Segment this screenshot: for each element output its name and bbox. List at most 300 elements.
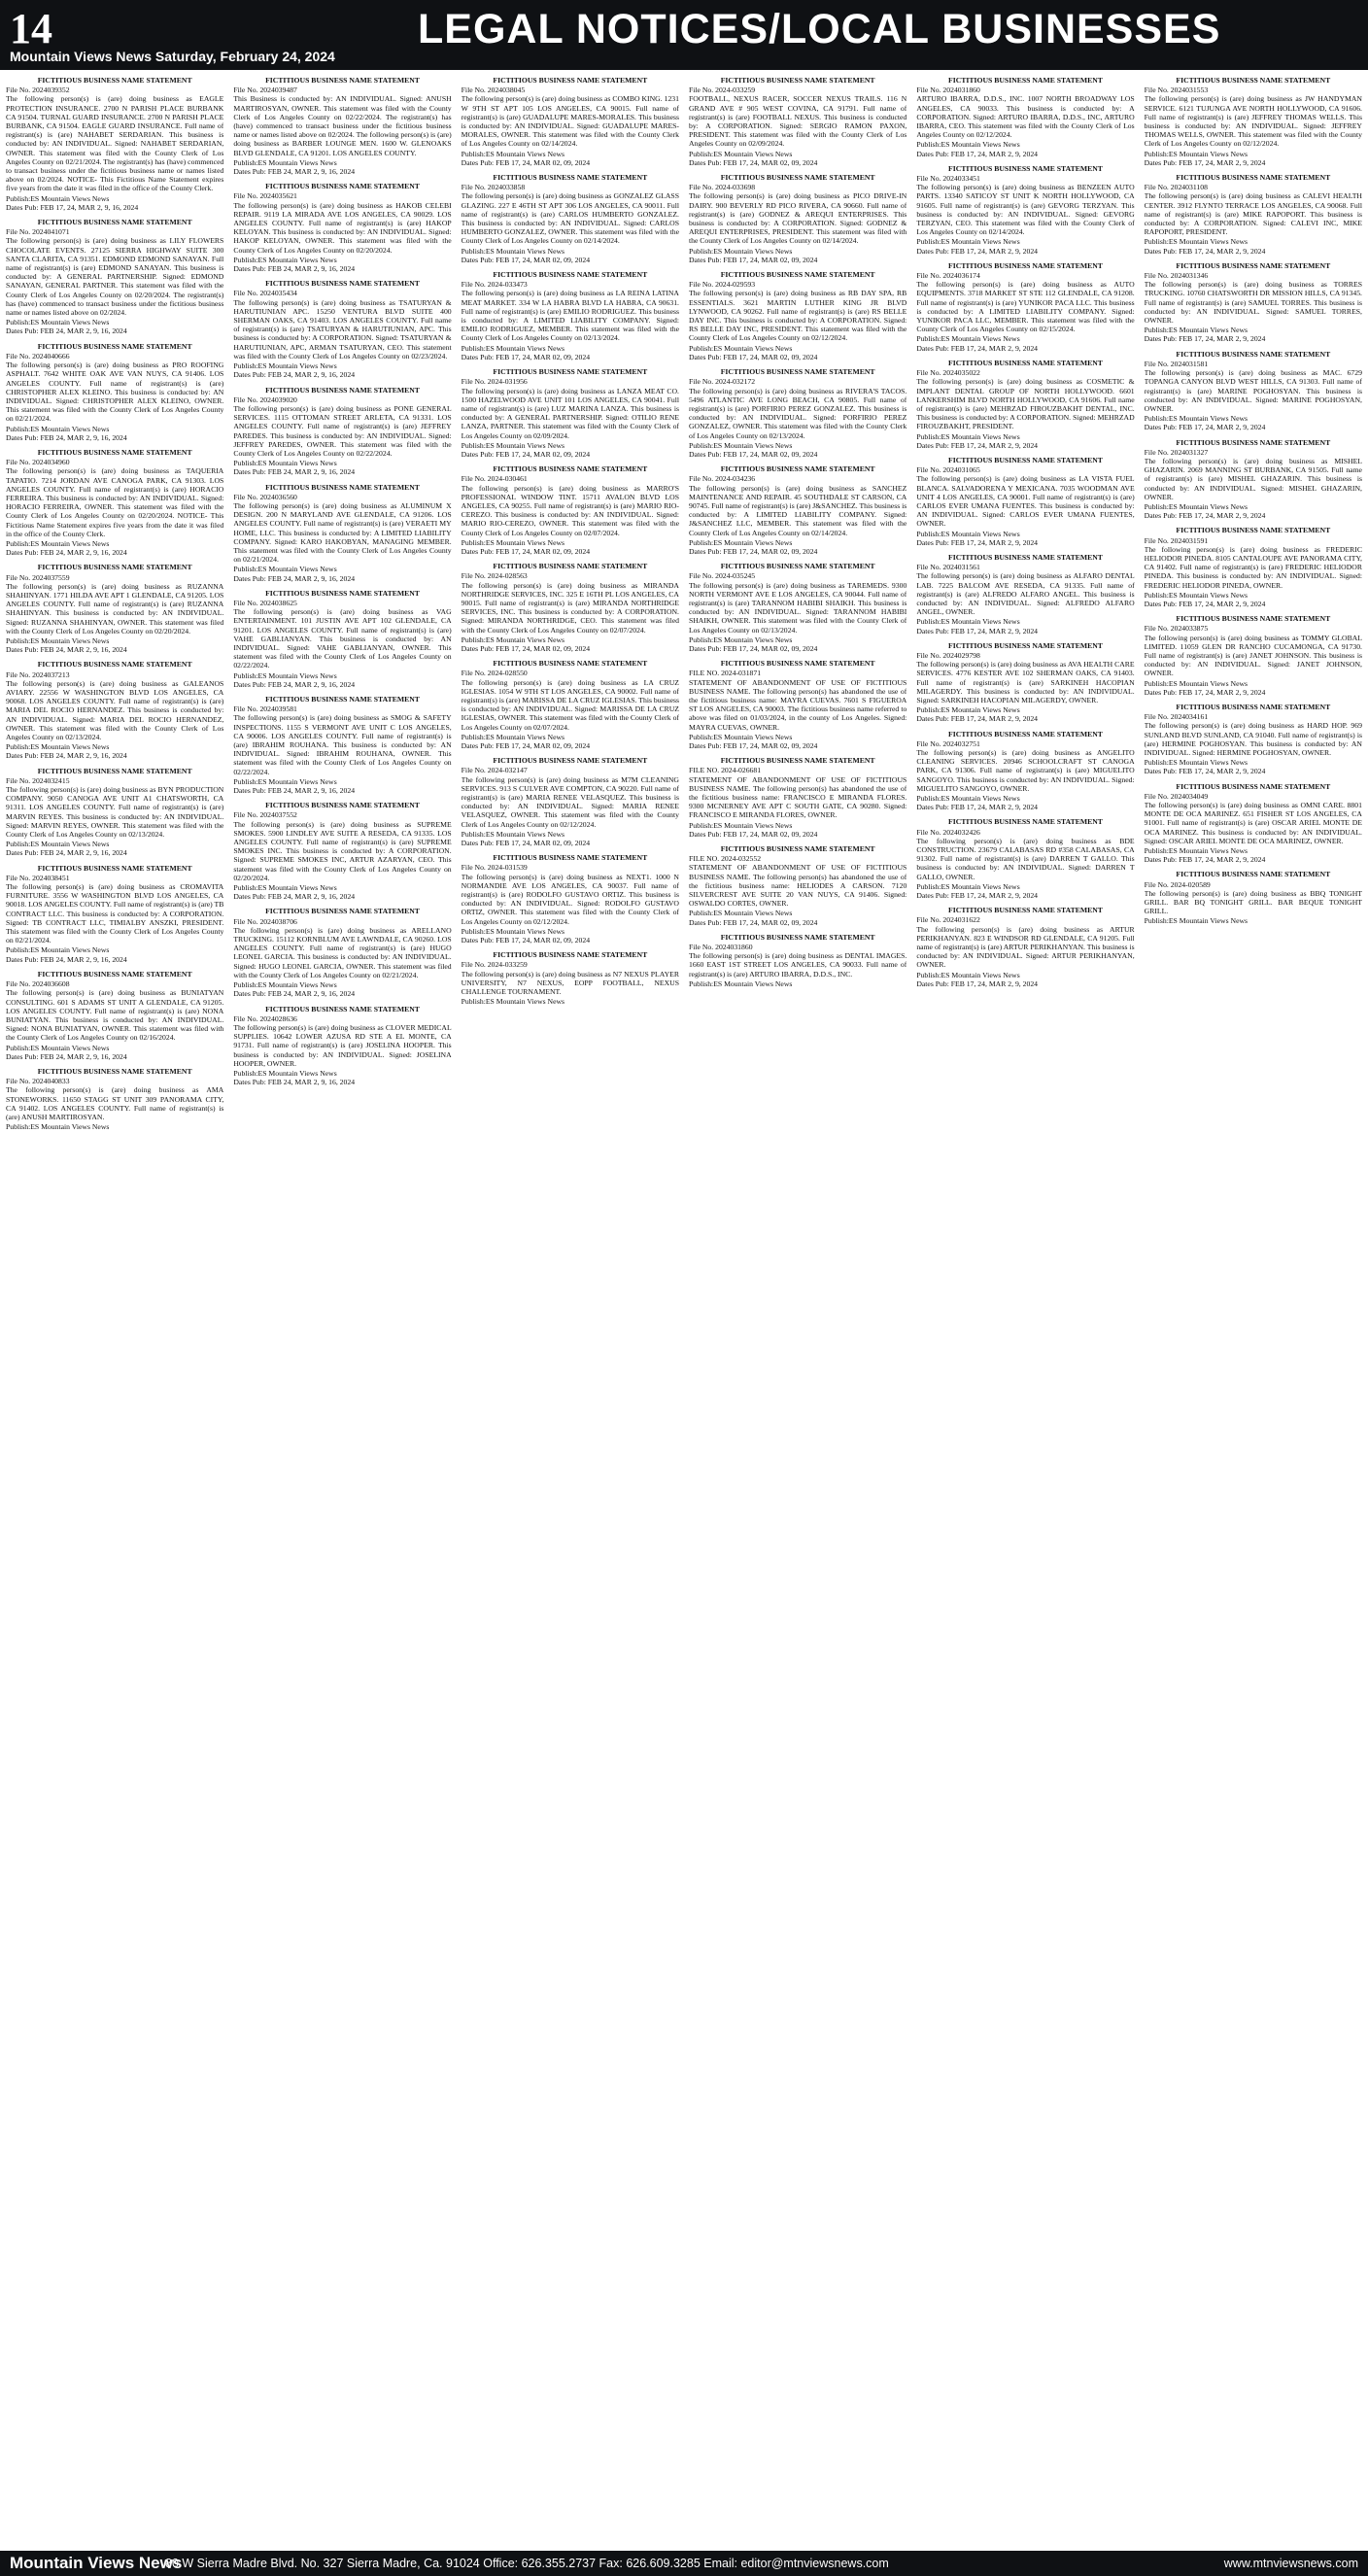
notice-column <box>916 76 1134 2549</box>
notice-publish-line: Publish:ES Mountain Views News <box>1144 149 1248 158</box>
legal-notice <box>689 659 906 750</box>
notice-dates: Dates Pub: FEB 17, 24, MAR 2, 9, 2024 <box>1144 855 1266 865</box>
notice-dates: Dates Pub: FEB 17, 24, MAR 2, 9, 2024 <box>1144 599 1266 608</box>
legal-notice <box>1145 173 1362 256</box>
legal-notice <box>689 76 906 167</box>
legal-notice <box>689 464 906 556</box>
legal-notice <box>1145 870 1362 925</box>
notice-publish-line: Publish:ES Mountain Views News <box>916 705 1020 715</box>
notice-publish-line: Publish:ES Mountain Views News <box>461 343 565 353</box>
notice-publish-line: Publish:ES Mountain Views News <box>688 343 793 353</box>
notice-file-number: File No. 2024037559 <box>6 572 70 582</box>
notice-file-number: File No. 2024036174 <box>916 271 980 281</box>
notice-publish-line: Publish:ES Mountain Views News <box>6 945 110 955</box>
notice-publish-line: Publish:ES Mountain Views News <box>461 440 565 450</box>
notice-file-number: File No. 2024-020589 <box>1144 879 1211 889</box>
notice-body: The following person(s) is (are) doing business as CALEVI HEALTH CENTER. 3912 FLYNTO TERRACE LOS ANGELES, CA 90068. Full name of registrant(s) is (are) MIKE RAPOPORT. This business is conducted by: A CORPORATION. Signed: CALEVI INC, MIKE RAPOPORT, PRESIDENT. <box>1144 191 1362 237</box>
notice-publish-line: Publish:ES Mountain Views News <box>233 565 337 574</box>
legal-notice <box>462 756 679 847</box>
notice-body: The following person(s) is (are) doing business as RUZANNA SHAHINYAN. 1771 HILDA AVE APT 1 GLENDALE, CA 91205. LOS ANGELES COUNTY. Full name of registrant(s) is (are) RUZANNA SHAHINYAN. This business is conducted by: AN INDIVIDUAL. Signed: RUZANNA SHAHINYAN, OWNER. This statement was filed with the County Clerk of Los Angeles County on 02/20/2024. <box>6 581 224 635</box>
notice-heading: FICTITIOUS BUSINESS NAME STATEMENT <box>948 455 1103 464</box>
notice-publish-line: Publish:ES Mountain Views News <box>1144 590 1248 600</box>
notice-file-number: File No. 2024-035245 <box>688 571 756 581</box>
notice-heading: FICTITIOUS BUSINESS NAME STATEMENT <box>493 562 648 571</box>
notice-publish-line: Publish:ES Mountain Views News <box>916 237 1020 247</box>
legal-notice <box>1145 526 1362 608</box>
notice-heading: FICTITIOUS BUSINESS NAME STATEMENT <box>37 766 192 775</box>
notice-heading: FICTITIOUS BUSINESS NAME STATEMENT <box>493 464 648 474</box>
notice-publish-line: Publish:ES Mountain Views News <box>461 635 565 644</box>
notice-body: The following person(s) is (are) doing business as RIVERA'S TACOS. 5496 ATLANTIC AVE LONG BEACH, CA 90805. Full name of registrant(s) is (are) PORFIRIO PEREZ GONZALEZ. This business is conducted by: AN INDIVIDUAL. Signed: PORFIRIO PEREZ GONZALEZ, OWNER. This statement was filed with the County Clerk of Los Angeles County on 02/13/2024. <box>688 386 907 440</box>
notice-publish-line: Publish:ES Mountain Views News <box>688 440 793 450</box>
page-number: 14 <box>10 5 52 52</box>
notice-body: The following person(s) is (are) doing business as SUPREME SMOKES. 5900 LINDLEY AVE SUITE A RESEDA, CA 91335. LOS ANGELES COUNTY. Full name of registrant(s) is (are) SUPREME SMOKES INC. This business is conducted by: A CORPORATION. Signed: SUPREME SMOKES INC, ARTUR AZARYAN, CEO. This statement was filed with the County Clerk of Los Angeles County on 02/20/2024. <box>233 819 452 882</box>
legal-notice <box>6 218 223 336</box>
notice-publish-line: Publish:ES Mountain Views News <box>1144 414 1248 424</box>
notice-body: The following person(s) is (are) doing business as PICO DRIVE-IN DAIRY. 900 BEVERLY RD PICO RIVERA, CA 90660. Full name of registrant(s) is (are) GODNEZ & AREQUI ENTERPRISES. This business is conducted by: A CORPORATION. Signed: GODNEZ & AREQUI ENTERPRISES, PRESIDENT. This statement was filed with the County Clerk of Los Angeles County on 02/14/2024. <box>688 191 907 246</box>
notice-publish-line: Publish:ES Mountain Views News <box>916 529 1020 538</box>
notice-dates: Dates Pub: FEB 17, 24, MAR 02, 09, 2024 <box>688 546 818 556</box>
notice-file-number: File No. 2024031860 <box>688 943 753 952</box>
notice-dates: Dates Pub: FEB 17, 24, MAR 02, 09, 2024 <box>461 936 591 945</box>
notice-publish-line: Publish:ES Mountain Views News <box>233 670 337 680</box>
notice-body: The following person(s) is (are) doing business as LA REINA LATINA MEAT MARKET. 334 W LA HABRA BLVD LA HABRA, CA 90631. Full name of registrant(s) is (are) EMILIO RODRIGUEZ. This business is conducted by: A LIMITED LIABILITY COMPANY. Signed: EMILIO RODRIGUEZ, MEMBER. This statement was filed with the County Clerk of Los Angeles County on 02/13/2024. <box>461 289 679 343</box>
notice-body: The following person(s) is (are) doing business as DENTAL IMAGES. 1660 EAST 1ST STREET LOS ANGELES, CA 90033. Full name of registrant(s) is (are) ARTURO IBARRA, D.D.S., INC. <box>688 951 907 979</box>
legal-notice <box>233 483 451 583</box>
notice-publish-line: Publish:ES Mountain Views News <box>6 1043 110 1052</box>
notice-publish-line: Publish:ES Mountain Views News <box>461 246 565 256</box>
notice-heading: FICTITIOUS BUSINESS NAME STATEMENT <box>720 844 875 854</box>
notice-file-number: File No. 2024031553 <box>1144 86 1209 95</box>
notice-body: The following person(s) is (are) doing business as HARD HOP. 969 SUNLAND BLVD SUNLAND, CA 91040. Full name of registrant(s) is (are) HERMINE POGHOSYAN. This business is conducted by: AN INDIVIDUAL. Signed: HERMINE POGHOSYAN, OWNER. <box>1144 721 1362 758</box>
notice-body: The following person(s) is (are) doing business as SANCHEZ MAINTENANCE AND REPAIR. 45 SOUTHDALE ST CARSON, CA 90745. Full name of registrant(s) is (are) J&SANCHEZ. This business is conducted by: A LIMITED LIABILITY COMPANY. Signed: J&SANCHEZ LLC, MEMBER. This statement was filed with the County Clerk of Los Angeles County on 02/14/2024. <box>688 483 907 537</box>
legal-notice <box>462 659 679 750</box>
notice-publish-line: Publish:ES Mountain Views News <box>688 909 793 918</box>
notice-dates: Dates Pub: FEB 24, MAR 2, 9, 16, 2024 <box>6 432 127 442</box>
notice-publish-line: Publish:ES Mountain Views News <box>916 970 1020 979</box>
notice-heading: FICTITIOUS BUSINESS NAME STATEMENT <box>948 358 1103 367</box>
notice-file-number: File No. 2024038706 <box>233 916 297 926</box>
notice-body: The following person(s) is (are) doing business as MIRANDA NORTHRIDGE SERVICES, INC. 325 E 16TH PL LOS ANGELES, CA 90015. Full name of registrant(s) is (are) MIRANDA NORTHRIDGE SERVICES, INC. This business is conducted by: A CORPORATION. Signed: MIRANDA NORTHRIDGE, CEO. This statement was filed with the County Clerk of Los Angeles County on 02/07/2024. <box>461 580 679 635</box>
notice-column <box>233 76 451 2549</box>
notice-body: The following person(s) is (are) doing business as MISHEL GHAZARIN. 2069 MANNING ST BURBANK, CA 91505. Full name of registrant(s) is (are) MISHEL GHAZARIN. This business is conducted by: AN INDIVIDUAL. Signed: MISHEL GHAZARIN, OWNER. <box>1144 456 1362 501</box>
notice-body: The following person(s) is (are) doing business as CROMAVITA FURNITURE. 3556 W WASHINGTON BLVD LOS ANGELES, CA 90018. LOS ANGELES COUNTY. Full name of registrant(s) is (are) TB CONTRACT LLC. This business is conducted by: A CORPORATION. Signed: TB CONTRACT LLC, TIMIALBY ANSZKI, PRESIDENT. This statement was filed with the County Clerk of Los Angeles County on 02/21/2024. <box>6 882 224 945</box>
legal-notice <box>6 767 223 858</box>
notice-body: The following person(s) is (are) doing business as VAG ENTERTAINMENT. 101 JUSTIN AVE APT 102 GLENDALE, CA 91201. LOS ANGELES COUNTY. Full name of registrant(s) is (are) VAHE GABLIANYAN. This business is conducted by: AN INDIVIDUAL. Signed: VAHE GABLIANYAN, OWNER. This statement was filed with the County Clerk of Los Angeles County on 02/22/2024. <box>233 607 452 670</box>
notice-file-number: File No. 2024036560 <box>233 492 297 501</box>
notice-heading: FICTITIOUS BUSINESS NAME STATEMENT <box>1176 614 1331 624</box>
notice-heading: FICTITIOUS BUSINESS NAME STATEMENT <box>720 659 875 669</box>
legal-notice <box>916 164 1134 256</box>
notice-body: The following person(s) is (are) doing business as PONE GENERAL SERVICES. 1115 OTTOMAN STREET ARLETA, CA 91331. LOS ANGELES COUNTY. Full name of registrant(s) is (are) JEFFREY PAREDES. This business is conducted by: AN INDIVIDUAL. Signed: JEFFREY PAREDES, OWNER. This statement was filed with the County Clerk of Los Angeles County on 02/22/2024. <box>233 403 452 458</box>
notice-file-number: File No. 2024-028563 <box>461 571 528 581</box>
notice-dates: Dates Pub: FEB 17, 24, MAR 2, 9, 2024 <box>916 440 1039 450</box>
notice-publish-line: Publish:ES Mountain Views News <box>461 829 565 839</box>
notice-file-number: File No. 2024029798 <box>916 650 980 660</box>
notice-heading: FICTITIOUS BUSINESS NAME STATEMENT <box>1176 870 1331 879</box>
notice-heading: FICTITIOUS BUSINESS NAME STATEMENT <box>493 756 648 766</box>
notice-body: The following person(s) is (are) doing business as COMBO KING. 1231 W 9TH ST APT 105 LOS ANGELES, CA 90015. Full name of registrant(s) is (are) GUADALUPE MARES-MORALES. This business is conducted by: AN INDIVIDUAL. Signed: GUADALUPE MARES-MORALES, OWNER. This statement was filed with the County Clerk of Los Angeles County on 02/14/2024. <box>461 94 679 149</box>
notice-dates: Dates Pub: FEB 17, 24, MAR 2, 9, 2024 <box>1144 423 1266 432</box>
notice-publish-line: Publish:ES Mountain Views News <box>461 149 565 158</box>
notice-body: The following person(s) is (are) doing business as TAQUERIA TAPATIO. 7214 JORDAN AVE CANOGA PARK, CA 91303. LOS ANGELES COUNTY. Full name of registrant(s) is (are) HORACIO FERREIRA. This business is conducted by: AN INDIVIDUAL. Signed: HORACIO FERREIRA, OWNER. This statement was filed with the County Clerk of Los Angeles County on 02/20/2024. NOTICE- This Fictitious Name Statement expires five years from the date it was filed in the office of the County Clerk. <box>6 466 224 538</box>
notice-publish-line: Publish:ES Mountain Views News <box>916 881 1020 891</box>
notice-publish-line: Publish:ES Mountain Views News <box>916 140 1020 150</box>
notice-heading: FICTITIOUS BUSINESS NAME STATEMENT <box>948 163 1103 173</box>
notice-file-number: File No. 2024035621 <box>233 191 297 201</box>
notice-dates: Dates Pub: FEB 17, 24, MAR 2, 9, 2024 <box>1144 687 1266 697</box>
legal-notice <box>233 907 451 998</box>
notice-body: The following person(s) is (are) doing business as LANZA MEAT CO. 1500 HAZELWOOD AVE UNIT 101 LOS ANGELES, CA 90041. Full name of registrant(s) is (are) LUZ MARINA LANZA. This business is conducted by: A GENERAL PARTNERSHIP. Signed: OTILIO RENE LANZA, PARTNER. This statement was filed with the County Clerk of Los Angeles County on 02/09/2024. <box>461 386 679 440</box>
notice-body: The following person(s) is (are) doing business as ARTUR PERIKHANYAN. 823 E WINDSOR RD GLENDALE, CA 91205. Full name of registrant(s) is (are) ARTUR PERIKHANYAN. This business is conducted by: AN INDIVIDUAL. Signed: ARTUR PERIKHANYAN, OWNER. <box>916 924 1135 970</box>
notice-dates: Dates Pub: FEB 24, MAR 2, 9, 16, 2024 <box>233 467 356 477</box>
notice-file-number: File No. 2024040833 <box>6 1077 70 1086</box>
notice-body: The following person(s) is (are) doing business as LILY FLOWERS CHOCOLATE EVENTS. 27125 SIERRA HIGHWAY SUITE 300 SANTA CLARITA, CA 91351. EDMOND EDMOND SANAYAN. Full name of registrant(s) is (are) EDMOND SANAYAN. This business is conducted by: A GENERAL PARTNERSHIP. Signed: EDMOND SANAYAN, GENERAL PARTNER. This statement was filed with the County Clerk of Los Angeles County on 02/20/2024. The registrant(s) has (have) commenced to transact business under the fictitious business name or names listed above on 02/2024. <box>6 236 224 318</box>
notice-file-number: File No. 2024035022 <box>916 368 980 378</box>
legal-notice <box>689 562 906 653</box>
notice-file-number: File No. 2024031327 <box>1144 447 1209 457</box>
notice-file-number: File No. 2024039581 <box>233 704 297 714</box>
notice-dates: Dates Pub: FEB 24, MAR 2, 9, 16, 2024 <box>233 989 356 999</box>
notice-dates: Dates Pub: FEB 17, 24, MAR 02, 09, 2024 <box>461 352 591 361</box>
notice-body: The following person(s) is (are) doing business as M7M CLEANING SERVICES. 913 S CULVER AVE COMPTON, CA 90220. Full name of registrant(s) is (are) MARIA RENEE VELASQUEZ. This business is conducted by: AN INDIVIDUAL. Signed: MARIA RENEE VELASQUEZ, OWNER. This statement was filed with the County Clerk of Los Angeles County on 02/12/2024. <box>461 774 679 829</box>
legal-notice <box>462 173 679 264</box>
legal-notice <box>1145 703 1362 776</box>
legal-notice <box>689 844 906 927</box>
notice-heading: FICTITIOUS BUSINESS NAME STATEMENT <box>265 588 420 598</box>
notice-heading: FICTITIOUS BUSINESS NAME STATEMENT <box>493 367 648 377</box>
notice-dates: Dates Pub: FEB 17, 24, MAR 2, 9, 2024 <box>916 891 1039 901</box>
notice-dates: Dates Pub: FEB 24, MAR 2, 9, 16, 2024 <box>233 167 356 177</box>
notice-file-number: File No. 2024040666 <box>6 351 70 361</box>
notice-body: The following person(s) is (are) doing business as NEXT1. 1000 N NORMANDIE AVE LOS ANGELES, CA 90037. Full name of registrant(s) is (are) RODOLFO GUSTAVO ORTIZ. This business is conducted by: AN INDIVIDUAL. Signed: RODOLFO GUSTAVO ORTIZ, OWNER. This statement was filed with the County Clerk of Los Angeles County on 02/12/2024. <box>461 872 679 926</box>
notice-body: The following person(s) is (are) doing business as EAGLE PROTECTION INSURANCE. 2700 N PARISH PLACE BURBANK CA 91504. TURNAL GUARD INSURANCE. 2700 N PARISH PLACE BURBANK, CA 91504. EAGLE GUARD INSURANCE. Full name of registrant(s) is (are) NAHABET SERDARIAN. This business is conducted by: AN INDIVIDUAL. Signed: NAHABET SERDARIAN, OWNER. This statement was filed with the County Clerk of Los Angeles County on 02/21/2024. The registrant(s) has (have) commenced to transact business under the fictitious business name or names listed above on 02/2024. NOTICE- This Fictitious Name Statement expires five years from the date it was filed in the office of the County Clerk. <box>6 94 224 193</box>
notice-body: The following person(s) is (are) doing business as AVA HEALTH CARE SERVICES. 4776 KESTER AVE 102 SHERMAN OAKS, CA 91403. Full name of registrant(s) is (are) SARKINEH HACOPIAN MILAGERDY. This business is conducted by: AN INDIVIDUAL. Signed: SARKINEH HACOPIAN MILAGERDY, OWNER. <box>916 660 1135 704</box>
notice-publish-line: Publish:ES Mountain Views News <box>1144 501 1248 511</box>
notice-publish-line: Publish:ES Mountain Views News <box>6 840 110 849</box>
section-title: LEGAL NOTICES/LOCAL BUSINESSES <box>418 6 1221 52</box>
notice-heading: FICTITIOUS BUSINESS NAME STATEMENT <box>1176 437 1331 447</box>
notice-dates: Dates Pub: FEB 24, MAR 2, 9, 16, 2024 <box>233 1078 356 1087</box>
notice-column <box>6 76 223 2549</box>
notice-body: The following person(s) is (are) doing business as MARRO'S PROFESSIONAL WINDOW TINT. 15711 AVALON BLVD LOS ANGELES, CA 90255. Full name of registrant(s) is (are) MARIO RIO-CEREZO. This business is conducted by: AN INDIVIDUAL. Signed: MARIO RIO-CEREZO, OWNER. This statement was filed with the County Clerk of Los Angeles County on 02/07/2024. <box>461 483 679 537</box>
notice-publish-line: Publish:ES Mountain Views News <box>461 926 565 936</box>
notice-body: The following person(s) is (are) doing business as BDE CONSTRUCTION. 23679 CALABASAS RD #358 CALABASAS, CA 91302. Full name of registrant(s) is (are) DARREN T GALLO. This business is conducted by: AN INDIVIDUAL. Signed: DARREN T GALLO, OWNER. <box>916 836 1135 881</box>
notice-publish-line: Publish:ES Mountain Views News <box>6 635 110 645</box>
legal-notice <box>6 563 223 654</box>
notice-heading: FICTITIOUS BUSINESS NAME STATEMENT <box>265 907 420 916</box>
notice-file-number: File No. 2024031591 <box>1144 535 1209 545</box>
notice-file-number: File No. 2024028636 <box>233 1013 297 1023</box>
notice-dates: Dates Pub: FEB 17, 24, MAR 2, 9, 2024 <box>1144 511 1266 521</box>
notice-publish-line: Publish:ES Mountain Views News <box>6 318 110 327</box>
notice-heading: FICTITIOUS BUSINESS NAME STATEMENT <box>1176 173 1331 183</box>
legal-notice <box>462 270 679 361</box>
footer-contact: 80 W Sierra Madre Blvd. No. 327 Sierra Madre, Ca. 91024 Office: 626.355.2737 Fax: 626.609.3285 Email: editor@mtnviewsnews.com <box>165 2557 889 2570</box>
notice-dates: Dates Pub: FEB 17, 24, MAR 02, 09, 2024 <box>688 352 818 361</box>
notice-heading: FICTITIOUS BUSINESS NAME STATEMENT <box>37 341 192 351</box>
notice-heading: FICTITIOUS BUSINESS NAME STATEMENT <box>1176 349 1331 359</box>
notice-dates: Dates Pub: FEB 24, MAR 2, 9, 16, 2024 <box>233 264 356 274</box>
notice-dates: Dates Pub: FEB 24, MAR 2, 9, 16, 2024 <box>233 573 356 583</box>
notice-file-number: File No. 2024031108 <box>1144 183 1208 192</box>
notice-publish-line: Publish:ES Mountain Views News <box>461 537 565 547</box>
notice-file-number: File No. 2024031346 <box>1144 271 1209 281</box>
legal-notice <box>6 660 223 760</box>
notice-publish-line: Publish:ES Mountain Views News <box>233 980 337 990</box>
notice-file-number: File No. 2024032426 <box>916 827 980 837</box>
notice-file-number: File No. 2024034049 <box>1144 791 1209 801</box>
notice-publish-line: Publish:ES Mountain Views News <box>688 820 793 830</box>
notice-body: The following person(s) is (are) doing business as BENZEEN AUTO PARTS. 13340 SATICOY ST UNIT K NORTH HOLLYWOOD, CA 91605. Full name of registrant(s) is (are) GEVORG TERZYAN. This business is conducted by: AN INDIVIDUAL. Signed: GEVORG TERZYAN, CEO. This statement was filed with the County Clerk of Los Angeles County on 02/14/2024. <box>916 183 1135 237</box>
legal-notice <box>462 76 679 167</box>
legal-notice <box>916 553 1134 635</box>
notice-dates: Dates Pub: FEB 17, 24, MAR 02, 09, 2024 <box>688 829 818 839</box>
notice-heading: FICTITIOUS BUSINESS NAME STATEMENT <box>37 969 192 979</box>
legal-notice <box>1145 614 1362 697</box>
notice-file-number: FILE NO. 2024-031871 <box>688 669 762 678</box>
notice-heading: FICTITIOUS BUSINESS NAME STATEMENT <box>493 853 648 863</box>
notice-heading: FICTITIOUS BUSINESS NAME STATEMENT <box>720 464 875 474</box>
notice-dates: Dates Pub: FEB 17, 24, MAR 2, 9, 2024 <box>916 149 1039 158</box>
notice-file-number: File No. 2024-032172 <box>688 377 756 387</box>
notice-heading: FICTITIOUS BUSINESS NAME STATEMENT <box>493 659 648 669</box>
notice-dates: Dates Pub: FEB 17, 24, MAR 2, 9, 2024 <box>1144 157 1266 167</box>
notice-dates: Dates Pub: FEB 24, MAR 2, 9, 16, 2024 <box>6 848 127 858</box>
notice-heading: FICTITIOUS BUSINESS NAME STATEMENT <box>37 1066 192 1076</box>
notice-publish-line: Publish:ES Mountain Views News <box>1144 326 1248 335</box>
legal-notice <box>6 342 223 442</box>
notice-publish-line: Publish:ES Mountain Views News <box>688 149 793 158</box>
notice-dates: Dates Pub: FEB 17, 24, MAR 02, 09, 2024 <box>461 157 591 167</box>
notice-publish-line: Publish:ES Mountain Views News <box>461 997 565 1007</box>
legal-notice <box>6 76 223 212</box>
notice-file-number: File No. 2024033875 <box>1144 624 1209 634</box>
legal-notice <box>916 817 1134 900</box>
notice-body: STATEMENT OF ABANDONMENT OF USE OF FICTITIOUS BUSINESS NAME. The following person(s) has abandoned the use of the fictitious business name: HELIODES A CARSON. 7120 SILVERCREST AVE SUITE 20 VAN NUYS, CA 91406. Signed: OSWALDO CORTES, OWNER. <box>688 863 907 909</box>
notice-dates: Dates Pub: FEB 17, 24, MAR 2, 9, 2024 <box>1144 767 1266 776</box>
legal-notice <box>689 933 906 988</box>
notice-file-number: File No. 2024-030461 <box>461 474 528 484</box>
notice-heading: FICTITIOUS BUSINESS NAME STATEMENT <box>265 279 420 289</box>
notice-publish-line: Publish:ES Mountain Views News <box>688 246 793 256</box>
legal-notice <box>233 182 451 273</box>
notice-file-number: File No. 2024034960 <box>6 458 70 467</box>
notice-body: The following person(s) is (are) doing business as TORRES TRUCKING. 10760 CHATSWORTH DR MISSION HILLS, CA 91345. Full name of registrant(s) is (are) SAMUEL TORRES. This business is conducted by: AN INDIVIDUAL. Signed: SAMUEL TORRES, OWNER. <box>1144 280 1362 326</box>
notice-publish-line: Publish:ES Mountain Views News <box>233 157 337 167</box>
notice-file-number: File No. 2024033451 <box>916 174 980 184</box>
notice-body: The following person(s) is (are) doing business as LA VISTA FUEL BLANCA. SALVADORENA Y MEXICANA. 7035 WOODMAN AVE UNIT 4 LOS ANGELES, CA 90001. Full name of registrant(s) is (are) CARLOS EVER UMANA FUENTES. This business is conducted by: AN INDIVIDUAL. Signed: CARLOS EVER UMANA FUENTES, OWNER. <box>916 474 1135 529</box>
legal-notice <box>689 270 906 361</box>
notice-heading: FICTITIOUS BUSINESS NAME STATEMENT <box>948 729 1103 738</box>
notice-body: The following person(s) is (are) doing business as BUNIATYAN CONSULTING. 601 S ADAMS ST UNIT A GLENDALE, CA 91205. LOS ANGELES COUNTY. Full name of registrant(s) is (are) NONA BUNIATYAN. This business is conducted by: AN INDIVIDUAL. Signed: NONA BUNIATYAN, OWNER. This statement was filed with the County Clerk of Los Angeles County on 02/16/2024. <box>6 988 224 1043</box>
notice-dates: Dates Pub: FEB 17, 24, MAR 02, 09, 2024 <box>688 643 818 653</box>
legal-notice <box>462 853 679 945</box>
notice-publish-line: Publish:ES Mountain Views News <box>233 255 337 264</box>
notice-heading: FICTITIOUS BUSINESS NAME STATEMENT <box>1176 526 1331 535</box>
notices-columns <box>6 76 1362 2549</box>
notice-publish-line: Publish:ES Mountain Views News <box>688 635 793 644</box>
notice-publish-line: Publish:ES Mountain Views News <box>1144 758 1248 768</box>
notice-file-number: File No. 2024-029593 <box>688 280 756 290</box>
notice-file-number: File No. 2024-034236 <box>688 474 756 484</box>
notice-dates: Dates Pub: FEB 17, 24, MAR 02, 09, 2024 <box>688 157 818 167</box>
notice-dates: Dates Pub: FEB 17, 24, MAR 02, 09, 2024 <box>461 643 591 653</box>
footer-bar <box>0 2551 1368 2576</box>
notice-file-number: File No. 2024039487 <box>233 86 297 95</box>
notice-publish-line: Publish:ES Mountain Views News <box>233 883 337 893</box>
notice-file-number: File No. 2024-031539 <box>461 863 528 873</box>
notice-body: The following person(s) is (are) doing business as OMNI CARE. 8801 MONTE DE OCA MARINEZ. 651 FISHER ST LOS ANGELES, CA 91001. Full name of registrant(s) is (are) OSCAR ARIEL MONTE DE OCA MARINEZ. This business is conducted by: AN INDIVIDUAL. Signed: OSCAR ARIEL MONTE DE OCA MARINEZ, OWNER. <box>1144 801 1362 845</box>
notice-publish-line: Publish:ES Mountain Views News <box>916 617 1020 627</box>
legal-notice <box>233 589 451 689</box>
notice-heading: FICTITIOUS BUSINESS NAME STATEMENT <box>37 218 192 227</box>
notice-body: The following person(s) is (are) doing business as LA CRUZ IGLESIAS. 1054 W 9TH ST LOS ANGELES, CA 90002. Full name of registrant(s) is (are) MARISSA DE LA CRUZ IGLESIAS. This business is conducted by: AN INDIVIDUAL. Signed: MARISSA DE LA CRUZ IGLESIAS, OWNER. This statement was filed with the County Clerk of Los Angeles County on 02/07/2024. <box>461 677 679 732</box>
notice-file-number: File No. 2024031561 <box>916 563 980 572</box>
notice-heading: FICTITIOUS BUSINESS NAME STATEMENT <box>265 695 420 704</box>
notice-heading: FICTITIOUS BUSINESS NAME STATEMENT <box>948 552 1103 562</box>
notice-heading: FICTITIOUS BUSINESS NAME STATEMENT <box>1176 260 1331 270</box>
legal-notice <box>1145 782 1362 865</box>
legal-notice <box>462 562 679 653</box>
legal-notice <box>689 173 906 264</box>
notice-body: The following person(s) is (are) doing business as AMA STONEWORKS. 11650 STAGG ST UNIT 309 PANORAMA CITY, CA 91402. LOS ANGELES COUNTY. Full name of registrant(s) is (are) ANUSH MARTIROSYAN. <box>6 1085 224 1121</box>
notice-dates: Dates Pub: FEB 24, MAR 2, 9, 16, 2024 <box>6 751 127 761</box>
legal-notice <box>233 1005 451 1087</box>
notice-heading: FICTITIOUS BUSINESS NAME STATEMENT <box>493 950 648 960</box>
notice-publish-line: Publish:ES Mountain Views News <box>1144 846 1248 856</box>
notice-body: STATEMENT OF ABANDONMENT OF USE OF FICTITIOUS BUSINESS NAME. The following person(s) has abandoned the use of the fictitious business name: FRANCISCO E MIRANDA FLORES. 9300 MCNERNEY AVE APT C SOUTH GATE, CA 90280. Signed: FRANCISCO E MIRANDA FLORES, OWNER. <box>688 774 907 820</box>
notice-publish-line: Publish:ES Mountain Views News <box>1144 916 1248 926</box>
notice-body: The following person(s) is (are) doing business as GONZALEZ GLASS GLAZING. 227 E 46TH ST APT 306 LOS ANGELES, CA 90011. Full name of registrant(s) is (are) CARLOS HUMBERTO GONZALEZ. This business is conducted by: AN INDIVIDUAL. Signed: CARLOS HUMBERTO GONZALEZ, OWNER. This statement was filed with the County Clerk of Los Angeles County on 02/14/2024. <box>461 191 679 246</box>
notice-dates: Dates Pub: FEB 17, 24, MAR 2, 9, 2024 <box>916 343 1039 353</box>
notice-file-number: FILE NO. 2024-032552 <box>688 854 762 864</box>
notice-body: The following person(s) is (are) doing business as COSMETIC & IMPLANT DENTAL GROUP OF NORTH HOLLYWOOD. 6601 LANKERSHIM BLVD NORTH HOLLYWOOD, CA 91606. Full name of registrant(s) is (are) MEHRZAD FIROUZBAKHT DENTAL, INC. This business is conducted by: A CORPORATION. Signed: MEHRZAD FIROUZBAKHT, PRESIDENT. <box>916 377 1135 431</box>
notice-heading: FICTITIOUS BUSINESS NAME STATEMENT <box>37 660 192 670</box>
notice-heading: FICTITIOUS BUSINESS NAME STATEMENT <box>948 76 1103 85</box>
legal-notice <box>233 801 451 901</box>
footer-brand: Mountain Views News <box>10 2554 183 2572</box>
notice-publish-line: Publish:ES Mountain Views News <box>6 538 110 548</box>
notice-body: The following person(s) is (are) doing business as FREDERIC HELIODOR PINEDA. 8105 CANTALOUPE AVE PANORAMA CITY, CA 91402. Full name of registrant(s) is (are) FREDERIC HELIODOR PINEDA. This business is conducted by: AN INDIVIDUAL. Signed: FREDERIC HELIODOR PINEDA, OWNER. <box>1144 544 1362 590</box>
legal-notice <box>916 76 1134 158</box>
notice-publish-line: Publish:ES Mountain Views News <box>688 979 793 988</box>
notice-file-number: File No. 2024038625 <box>233 598 297 607</box>
notice-file-number: File No. 2024031860 <box>916 86 980 95</box>
notice-file-number: File No. 2024031581 <box>1144 359 1209 368</box>
notice-file-number: File No. 2024037213 <box>6 670 70 679</box>
notice-file-number: File No. 2024-028550 <box>461 669 528 678</box>
notice-dates: Dates Pub: FEB 24, MAR 2, 9, 16, 2024 <box>233 370 356 380</box>
notice-dates: Dates Pub: FEB 24, MAR 2, 9, 16, 2024 <box>233 786 356 796</box>
notice-body: The following person(s) is (are) doing business as RB DAY SPA, RB ESSENTIALS. 3621 MARTIN LUTHER KING JR BLVD LYNWOOD, CA 90262. Full name of registrant(s) is (are) RS BELLE DAY INC. This business is conducted by: A CORPORATION. Signed: RS BELLE DAY INC, PRESIDENT. This statement was filed with the County Clerk of Los Angeles County on 02/12/2024. <box>688 289 907 343</box>
notice-file-number: File No. 2024034161 <box>1144 712 1209 722</box>
notice-file-number: File No. 2024035434 <box>233 289 297 298</box>
notice-column <box>689 76 906 2549</box>
legal-notice <box>916 359 1134 450</box>
notice-heading: FICTITIOUS BUSINESS NAME STATEMENT <box>1176 76 1331 85</box>
notice-body: This Business is conducted by: AN INDIVIDUAL. Signed: ANUSH MARTIROSYAN, OWNER. This statement was filed with the County Clerk of Los Angeles County on 02/22/2024. The registrant(s) has (have) commenced to transact business under the fictitious business name or names listed above on 02/2024. The following person(s) is (are) doing business as BARBER LOUNGE MEN. 1600 W. GLENOAKS BLVD GLENDALE, CA 91201. LOS ANGELES COUNTY. <box>233 94 452 157</box>
notice-heading: FICTITIOUS BUSINESS NAME STATEMENT <box>265 801 420 810</box>
notice-dates: Dates Pub: FEB 24, MAR 2, 9, 16, 2024 <box>6 954 127 964</box>
masthead <box>0 0 1368 70</box>
notice-dates: Dates Pub: FEB 17, 24, MAR 2, 9, 16, 2024 <box>6 202 139 212</box>
legal-notice <box>916 730 1134 812</box>
legal-notice <box>6 864 223 964</box>
legal-notice <box>462 464 679 556</box>
legal-notice <box>233 279 451 379</box>
footer-website: www.mtnviewsnews.com <box>1223 2557 1358 2570</box>
notice-publish-line: Publish:ES Mountain Views News <box>233 361 337 371</box>
notice-heading: FICTITIOUS BUSINESS NAME STATEMENT <box>720 367 875 377</box>
notice-dates: Dates Pub: FEB 17, 24, MAR 2, 9, 2024 <box>916 246 1039 256</box>
notice-heading: FICTITIOUS BUSINESS NAME STATEMENT <box>265 76 420 85</box>
notice-heading: FICTITIOUS BUSINESS NAME STATEMENT <box>1176 781 1331 791</box>
notice-file-number: File No. 2024-033259 <box>461 960 528 970</box>
legal-notice <box>916 641 1134 724</box>
notice-file-number: File No. 2024-033259 <box>688 86 756 95</box>
legal-notice <box>1145 350 1362 432</box>
notice-dates: Dates Pub: FEB 17, 24, MAR 2, 9, 2024 <box>916 626 1039 635</box>
notice-dates: Dates Pub: FEB 24, MAR 2, 9, 16, 2024 <box>6 326 127 336</box>
notice-file-number: File No. 2024-032147 <box>461 766 528 775</box>
notice-publish-line: Publish:ES Mountain Views News <box>916 794 1020 804</box>
notice-body: The following person(s) is (are) doing business as TAREMEDS. 9300 NORTH VERMONT AVE E LOS ANGELES, CA 90044. Full name of registrant(s) is (are) TARANNOM HABIBI SHAIKH. This business is conducted by: AN INDIVIDUAL. Signed: TARANNOM HABIBI SHAIKH, OWNER. This statement was filed with the County Clerk of Los Angeles County on 02/13/2024. <box>688 580 907 635</box>
notice-publish-line: Publish:ES Mountain Views News <box>688 732 793 741</box>
legal-notice <box>916 906 1134 988</box>
notice-body: The following person(s) is (are) doing business as ALFARO DENTAL LAB. 7225 BALCOM AVE RESEDA, CA 91335. Full name of registrant(s) is (are) ALFREDO ALFARO ANGEL. This business is conducted by: AN INDIVIDUAL. Signed: ALFREDO ALFARO ANGEL, OWNER. <box>916 571 1135 617</box>
notice-heading: FICTITIOUS BUSINESS NAME STATEMENT <box>948 906 1103 915</box>
notice-publish-line: Publish:ES Mountain Views News <box>688 537 793 547</box>
notice-heading: FICTITIOUS BUSINESS NAME STATEMENT <box>948 640 1103 650</box>
legal-notice <box>6 1067 223 1131</box>
notice-body: The following person(s) is (are) doing business as PRO ROOFING ASPHALT. 7642 WHITE OAK AVE VAN NUYS, CA 91406. LOS ANGELES COUNTY. Full name of registrant(s) is (are) CHRISTOPHER ALEX KLEINO. This business is conducted by: AN INDIVIDUAL. Signed: CHRISTOPHER ALEX KLEINO, OWNER. This statement was filed with the County Clerk of Los Angeles County on 02/21/2024. <box>6 361 224 424</box>
notice-body: STATEMENT OF ABANDONMENT OF USE OF FICTITIOUS BUSINESS NAME. The following person(s) has abandoned the use of the fictitious business name: MAYRA CUEVAS. 7601 S FIGUEROA ST LOS ANGELES, CA 90003. The fictitious business name referred to above was filed on 01/03/2024, in the county of Los Angeles. Signed: MAYRA CUEVAS, OWNER. <box>688 677 907 732</box>
notice-publish-line: Publish:ES Mountain Views News <box>233 1068 337 1078</box>
notice-file-number: FILE NO. 2024-026681 <box>688 766 762 775</box>
notice-dates: Dates Pub: FEB 17, 24, MAR 02, 09, 2024 <box>688 449 818 459</box>
notice-dates: Dates Pub: FEB 17, 24, MAR 02, 09, 2024 <box>461 741 591 751</box>
notice-body: The following person(s) is (are) doing business as N7 NEXUS PLAYER UNIVERSITY, N7 NEXUS, EOPP FOOTBALL, NEXUS CHALLENGE TOURNAMENT. <box>461 969 679 997</box>
notice-dates: Dates Pub: FEB 17, 24, MAR 2, 9, 2024 <box>1144 334 1266 344</box>
notice-dates: Dates Pub: FEB 17, 24, MAR 2, 9, 2024 <box>916 714 1039 724</box>
legal-notice <box>916 261 1134 353</box>
notice-body: The following person(s) is (are) doing business as ARELLANO TRUCKING. 15112 KORNBLUM AVE LAWNDALE, CA 90260. LOS ANGELES COUNTY. Full name of registrant(s) is (are) HUGO LEONEL GARCIA. This business is conducted by: AN INDIVIDUAL. Signed: HUGO LEONEL GARCIA, OWNER. This statement was filed with the County Clerk of Los Angeles County on 02/21/2024. <box>233 925 452 979</box>
legal-notice <box>1145 261 1362 344</box>
legal-notice <box>916 456 1134 547</box>
legal-notice <box>1145 76 1362 167</box>
legal-notice <box>233 386 451 477</box>
notice-heading: FICTITIOUS BUSINESS NAME STATEMENT <box>720 173 875 183</box>
notice-body: The following person(s) is (are) doing business as CLOVER MEDICAL SUPPLIES. 10642 LOWER AZUSA RD STE A EL MONTE, CA 91731. Full name of registrant(s) is (are) JOSELINA HOOPER. This business is conducted by: AN INDIVIDUAL. Signed: JOSELINA HOOPER, OWNER. <box>233 1022 452 1068</box>
notice-heading: FICTITIOUS BUSINESS NAME STATEMENT <box>37 863 192 873</box>
notice-dates: Dates Pub: FEB 17, 24, MAR 02, 09, 2024 <box>461 449 591 459</box>
notice-file-number: File No. 2024-033473 <box>461 280 528 290</box>
notice-dates: Dates Pub: FEB 17, 24, MAR 02, 09, 2024 <box>461 546 591 556</box>
notice-file-number: File No. 2024037552 <box>233 810 297 820</box>
dateline: Mountain Views News Saturday, February 24, 2024 <box>10 49 335 64</box>
legal-notice <box>462 950 679 1006</box>
notice-heading: FICTITIOUS BUSINESS NAME STATEMENT <box>720 76 875 85</box>
legal-notice <box>462 367 679 459</box>
notice-column <box>462 76 679 2549</box>
notice-file-number: File No. 2024032415 <box>6 775 70 785</box>
notice-body: The following person(s) is (are) doing business as SMOG & SAFETY INSPECTIONS. 1155 S VERMONT AVE UNIT C LOS ANGELES, CA 90006. LOS ANGELES COUNTY. Full name of registrant(s) is (are) IBRAHIM ROUHANA. This business is conducted by: AN INDIVIDUAL. Signed: IBRAHIM ROUHANA, OWNER. This statement was filed with the County Clerk of Los Angeles County on 02/22/2024. <box>233 713 452 776</box>
notice-heading: FICTITIOUS BUSINESS NAME STATEMENT <box>265 182 420 191</box>
notice-publish-line: Publish:ES Mountain Views News <box>6 193 110 203</box>
notice-dates: Dates Pub: FEB 24, MAR 2, 9, 16, 2024 <box>6 1051 127 1061</box>
notice-heading: FICTITIOUS BUSINESS NAME STATEMENT <box>720 932 875 942</box>
